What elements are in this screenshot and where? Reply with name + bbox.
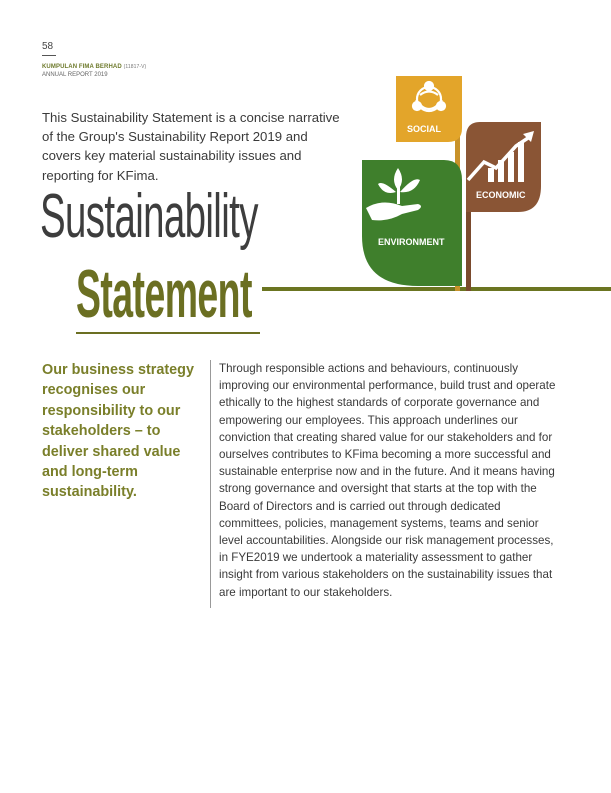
tagline: Our business strategy recognises our responsibility to our stakeholders – to deliver shared value and long-term sustainability. (42, 362, 194, 501)
page-number-rule (42, 55, 56, 56)
company-name-text: KUMPULAN FIMA BERHAD (42, 64, 122, 70)
page-number: 58 (42, 41, 54, 52)
report-name: ANNUAL REPORT 2019 (42, 72, 108, 78)
environment-label: ENVIRONMENT (378, 237, 445, 247)
title-underline (76, 332, 260, 334)
social-label: SOCIAL (407, 124, 442, 134)
title-statement: Statement (76, 256, 252, 332)
company-name (42, 64, 146, 70)
title-sustainability: Sustainability (40, 182, 258, 251)
company-registration: (11817-V) (123, 64, 147, 70)
sustainability-pillars-graphic (358, 76, 558, 291)
economic-label: ECONOMIC (476, 190, 526, 200)
environment-leaf (362, 160, 462, 286)
body-paragraph: Through responsible actions and behaviours, continuously improving our environmental performance, build trust and operate ethically to the highest standards of corporate governance and empowering our employees. This approach underlines our conviction that creating shared value for our stakeholders and for ourselves contributes to KFima becoming a more successful and sustainable enterprise now and in the future. And it means having strong governance and oversight that starts at the top with the Board of Directors and is carried out through dedicated committees, policies, management systems, teams and senior level accountabilities. Alongside our risk management processes, in FYE2019 we undertook a materiality assessment to gather insight from various stakeholders on the sustainability issues that are important to our stakeholders. (219, 362, 556, 599)
intro-paragraph: This Sustainability Statement is a concise narrative of the Group's Sustainability Report 2019 and covers key material sustainability issues and reporting for KFima. (42, 110, 340, 183)
column-divider (210, 360, 211, 608)
